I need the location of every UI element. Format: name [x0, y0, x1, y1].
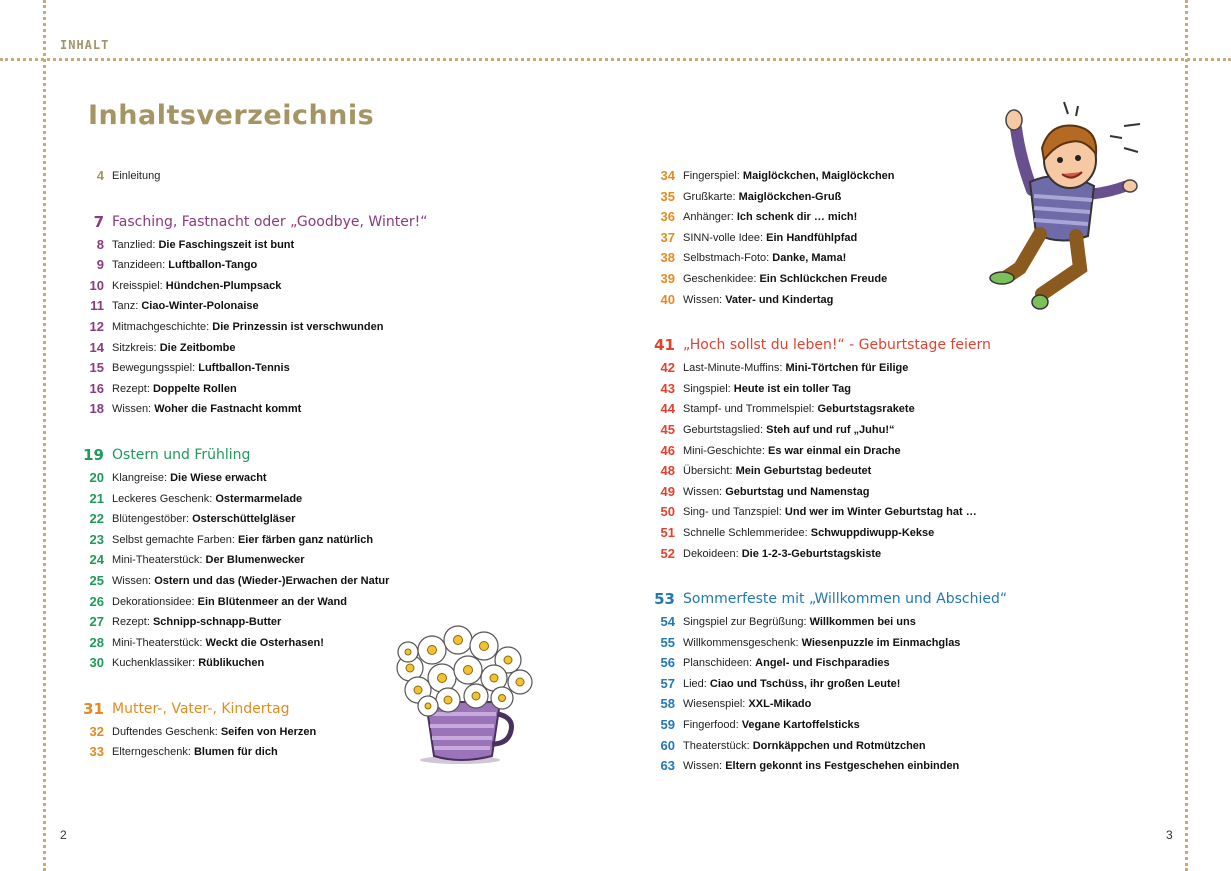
section-heading-fasching[interactable] [82, 209, 428, 235]
toc-entry[interactable] [82, 592, 422, 613]
section-title: Mutter-, Vater-, Kindertag [112, 700, 290, 717]
left-leg [1008, 234, 1040, 276]
toc-entry[interactable] [82, 722, 422, 743]
entry-title [683, 612, 916, 633]
section-heading-geburtstag[interactable] [653, 332, 1013, 358]
entry-name: Ich schenk dir … mich! [736, 211, 858, 224]
entry-title [112, 530, 373, 551]
left-shoe [990, 272, 1014, 284]
entry-page-number: 12 [89, 318, 104, 334]
entry-title [683, 523, 934, 544]
entry-page-number: 32 [89, 723, 104, 739]
entry-title [112, 468, 267, 489]
section-page-number: 7 [93, 212, 104, 231]
entry-page-number: 56 [660, 655, 675, 671]
entry-title [683, 502, 977, 523]
entry-category: Wissen: [112, 574, 155, 587]
entry-name: Angel- und Fischparadies [755, 657, 890, 670]
right-hand [1123, 180, 1137, 192]
entry-category: Wiesenspiel: [683, 698, 749, 711]
entry-title [683, 633, 960, 654]
entry-category: Klangreise: [112, 471, 171, 484]
entry-page-number: 49 [660, 483, 675, 499]
left-toc-column [82, 166, 428, 763]
entry-title [683, 715, 860, 736]
entry-title [683, 482, 869, 503]
toc-entry[interactable] [653, 248, 1013, 269]
entry-name: Die 1-2-3-Geburtstagskiste [741, 547, 882, 560]
entry-name: Ostermarmelade [215, 492, 303, 505]
running-header: INHALT [60, 38, 110, 52]
toc-entry[interactable] [82, 571, 422, 592]
entry-title [683, 358, 908, 379]
entry-category: Dekorationsidee: [112, 595, 198, 608]
entry-title [112, 489, 302, 510]
entry-page-number: 39 [660, 270, 675, 286]
toc-entry[interactable] [653, 502, 1013, 523]
entry-name: Luftballon-Tennis [198, 362, 290, 375]
entry-title [112, 633, 324, 654]
toc-entry[interactable] [82, 742, 422, 763]
section-entries [82, 722, 422, 763]
entry-page-number: 18 [89, 401, 104, 417]
right-leg [1042, 236, 1080, 294]
left-page-number: 2 [60, 828, 67, 842]
section-entries [82, 468, 422, 674]
entry-title [683, 228, 857, 249]
entry-category: Geschenkidee: [683, 272, 760, 285]
toc-entry[interactable] [653, 633, 1013, 654]
entry-page-number: 55 [660, 634, 675, 650]
entry-title [112, 571, 389, 592]
entry-title [112, 276, 281, 297]
entry-page-number: 24 [89, 552, 104, 568]
toc-entry[interactable] [653, 166, 1013, 187]
entry-page-number: 54 [660, 614, 675, 630]
toc-entry[interactable] [82, 399, 422, 420]
entry-name: Osterschüttelgläser [192, 513, 296, 526]
toc-entry[interactable] [653, 290, 1013, 311]
entry-name: Woher die Fastnacht kommt [154, 403, 302, 416]
toc-entry[interactable] [653, 207, 1013, 228]
entry-page-number: 14 [89, 339, 104, 355]
entry-name: Ciao und Tschüss, ihr großen Leute! [709, 677, 901, 690]
entry-category: Anhänger: [683, 211, 737, 224]
entry-page-number: 15 [89, 360, 104, 376]
toc-entry[interactable] [653, 612, 1013, 633]
entry-category: Wissen: [683, 293, 726, 306]
eye [1075, 155, 1081, 161]
section-heading-sommer[interactable] [653, 586, 1013, 612]
entry-name: Die Zeitbombe [159, 341, 236, 354]
entry-page-number: 30 [89, 655, 104, 671]
entry-name: Ein Handfühlpfad [766, 231, 858, 244]
entry-name: Luftballon-Tango [168, 259, 258, 272]
entry-name: Der Blumenwecker [205, 554, 305, 567]
entry-name: Maiglöckchen-Gruß [738, 190, 842, 203]
entry-category: Duftendes Geschenk: [112, 725, 221, 738]
left-hand [1006, 110, 1022, 130]
entry-title [683, 441, 901, 462]
entry-name: Seifen von Herzen [220, 725, 317, 738]
entry-page-number: 58 [660, 696, 675, 712]
entry-page-number: 37 [660, 229, 675, 245]
entry-name: Geburtstagsrakete [817, 403, 915, 416]
entry-category: Singspiel zur Begrüßung: [683, 616, 810, 629]
toc-entry[interactable] [82, 468, 422, 489]
entry-page-number: 16 [89, 380, 104, 396]
entry-category: Kreisspiel: [112, 279, 166, 292]
entry-title [683, 756, 959, 777]
entry-title [112, 550, 305, 571]
entry-name: Ein Schlückchen Freude [759, 272, 888, 285]
toc-entry[interactable] [82, 166, 422, 187]
right-page-number: 3 [1166, 828, 1173, 842]
entry-page-number: 57 [660, 675, 675, 691]
entry-category: Mini-Theaterstück: [112, 554, 206, 567]
section-title: Ostern und Frühling [112, 446, 251, 463]
entry-name: Heute ist ein toller Tag [733, 382, 851, 395]
entry-title [112, 722, 316, 743]
entry-title [112, 235, 294, 256]
entry-name: Schwuppdiwupp-Kekse [810, 526, 935, 539]
entry-title [112, 379, 237, 400]
entry-page-number: 10 [89, 277, 104, 293]
toc-entry[interactable] [82, 255, 422, 276]
entry-title [112, 509, 295, 530]
entry-title [112, 399, 301, 420]
toc-entry[interactable] [653, 420, 1013, 441]
entry-category: Mini-Geschichte: [683, 444, 768, 457]
entry-name: Mein Geburtstag bedeutet [735, 465, 872, 478]
entry-title [683, 399, 915, 420]
entry-name: Wiesenpuzzle im Einmachglas [801, 636, 961, 649]
right-arm [1092, 186, 1126, 194]
entry-category: Last-Minute-Muffins: [683, 362, 786, 375]
entry-page-number: 45 [660, 421, 675, 437]
entry-category: SINN-volle Idee: [683, 231, 767, 244]
entry-name: Es war einmal ein Drache [767, 444, 901, 457]
entry-page-number: 22 [89, 511, 104, 527]
entry-category: Mitmachgeschichte: [112, 320, 213, 333]
entry-page-number: 23 [89, 531, 104, 547]
entry-title [112, 255, 257, 276]
entry-page-number: 25 [89, 572, 104, 588]
entry-page-number: 44 [660, 401, 675, 417]
entry-page-number: 21 [89, 490, 104, 506]
entry-page-number: 8 [96, 236, 104, 252]
toc-entry[interactable] [653, 736, 1013, 757]
toc-entry[interactable] [82, 633, 422, 654]
entry-title [112, 317, 383, 338]
entry-title [683, 461, 871, 482]
section-entries [653, 166, 1013, 310]
section-entries [82, 235, 422, 420]
entry-title [683, 290, 833, 311]
entry-name: Willkommen bei uns [809, 616, 916, 629]
entry-page-number: 52 [660, 545, 675, 561]
entry-name: Ostern und das (Wieder-)Erwachen der Natur [154, 574, 390, 587]
entry-name: Blumen für dich [193, 746, 278, 759]
entry-category: Theaterstück: [683, 739, 753, 752]
entry-category: Fingerfood: [683, 719, 742, 732]
entry-name: XXL-Mikado [748, 698, 812, 711]
entry-name: Hündchen-Plumpsack [165, 279, 282, 292]
entry-page-number: 4 [96, 168, 104, 183]
toc-entry[interactable] [653, 358, 1013, 379]
section-heading-ostern[interactable] [82, 442, 422, 468]
entry-category: Stampf- und Trommelspiel: [683, 403, 818, 416]
entry-title [683, 187, 841, 208]
entry-category: Fingerspiel: [683, 170, 743, 182]
entry-name: Mini-Törtchen für Eilige [785, 362, 909, 375]
entry-page-number: 28 [89, 634, 104, 650]
entry-page-number: 43 [660, 380, 675, 396]
section-title: Fasching, Fastnacht oder „Goodbye, Winter!“ [112, 213, 428, 230]
entry-page-number: 40 [660, 291, 675, 307]
top-dotted-rule [0, 58, 1231, 61]
entry-page-number: 60 [660, 737, 675, 753]
entry-page-number: 59 [660, 717, 675, 733]
toc-entry[interactable] [653, 228, 1013, 249]
entry-page-number: 50 [660, 504, 675, 520]
toc-entry[interactable] [653, 694, 1013, 715]
toc-entry[interactable] [82, 530, 422, 551]
entry-category: Tanzideen: [112, 259, 169, 272]
entry-page-number: 11 [90, 298, 104, 314]
section-page-number: 53 [654, 590, 675, 609]
entry-name: Doppelte Rollen [152, 382, 237, 395]
entry-page-number: 34 [660, 168, 675, 183]
entry-name: Dornkäppchen und Rotmützchen [752, 739, 926, 752]
entry-title [112, 612, 281, 633]
toc-entry[interactable] [653, 269, 1013, 290]
entry-name: Schnipp-schnapp-Butter [152, 616, 282, 629]
entry-name: Ciao-Winter-Polonaise [141, 300, 259, 313]
entry-category: Bewegungsspiel: [112, 362, 199, 375]
left-dotted-rule [43, 0, 46, 871]
entry-category: Rezept: [112, 382, 153, 395]
toc-entry[interactable] [653, 379, 1013, 400]
entry-title [683, 269, 887, 290]
entry-category: Selbstmach-Foto: [683, 252, 773, 265]
right-shoe [1032, 295, 1048, 309]
entry-page-number: 46 [660, 442, 675, 458]
entry-category: Lied: [683, 677, 710, 690]
toc-entry[interactable] [653, 441, 1013, 462]
entry-name: Steh auf und ruf „Juhu!“ [766, 423, 895, 436]
section-entries [653, 612, 1013, 777]
entry-title [112, 358, 290, 379]
entry-name: Ein Blütenmeer an der Wand [197, 595, 347, 608]
entry-title: Einleitung [112, 170, 161, 182]
entry-page-number: 36 [660, 209, 675, 225]
toc-entry[interactable] [653, 544, 1013, 565]
toc-entry[interactable] [653, 482, 1013, 503]
toc-entry[interactable] [653, 187, 1013, 208]
entry-category: Wissen: [683, 760, 726, 773]
toc-entry[interactable] [82, 550, 422, 571]
entry-category: Tanz: [112, 300, 142, 313]
toc-entry[interactable] [82, 338, 422, 359]
right-toc-column [653, 166, 1013, 777]
toc-entry[interactable] [82, 317, 422, 338]
entry-title [683, 207, 857, 228]
entry-page-number: 26 [89, 593, 104, 609]
toc-entry[interactable] [653, 715, 1013, 736]
entry-category: Kuchenklassiker: [112, 657, 199, 670]
toc-entry[interactable] [82, 653, 422, 674]
entry-page-number: 27 [89, 614, 104, 630]
entry-title [683, 544, 881, 565]
section-page-number: 31 [83, 699, 104, 718]
toc-entry[interactable] [653, 523, 1013, 544]
eye [1057, 157, 1063, 163]
entry-page-number: 33 [89, 744, 104, 760]
toc-entry[interactable] [653, 461, 1013, 482]
entry-title [112, 742, 278, 763]
entry-category: Mini-Theaterstück: [112, 636, 206, 649]
entry-category: Rezept: [112, 616, 153, 629]
entry-category: Schnelle Schlemmeridee: [683, 526, 811, 539]
toc-entry[interactable] [82, 276, 422, 297]
entry-name: Rüblikuchen [198, 657, 265, 670]
entry-name: Maiglöckchen, Maiglöckchen [742, 170, 895, 182]
entry-page-number: 48 [660, 463, 675, 479]
entry-title [683, 736, 926, 757]
entry-category: Dekoideen: [683, 547, 742, 560]
entry-title [683, 694, 811, 715]
entry-name: Weckt die Osterhasen! [205, 636, 324, 649]
toc-entry[interactable] [82, 358, 422, 379]
entry-category: Willkommensgeschenk: [683, 636, 802, 649]
entry-category: Geburtstagslied: [683, 423, 767, 436]
entry-category: Selbst gemachte Farben: [112, 533, 238, 546]
toc-entry[interactable] [653, 674, 1013, 695]
entry-page-number: 20 [89, 469, 104, 485]
section-page-number: 41 [654, 336, 675, 355]
entry-title [112, 653, 264, 674]
entry-name: Vegane Kartoffelsticks [741, 719, 860, 732]
entry-name: Die Faschingszeit ist bunt [158, 238, 295, 251]
left-arm [1016, 128, 1032, 190]
entry-page-number: 38 [660, 250, 675, 266]
toc-entry[interactable] [653, 653, 1013, 674]
entry-title [683, 379, 851, 400]
entry-page-number: 35 [660, 188, 675, 204]
section-heading-mutter[interactable] [82, 696, 422, 722]
entry-category: Leckeres Geschenk: [112, 492, 216, 505]
entry-name: Eltern gekonnt ins Festgeschehen einbinden [725, 760, 960, 773]
entry-name: Und wer im Winter Geburtstag hat … [784, 506, 977, 519]
toc-entry[interactable] [653, 756, 1013, 777]
page-title: Inhaltsverzeichnis [88, 100, 375, 131]
entry-category: Übersicht: [683, 465, 736, 478]
section-entries [653, 358, 1013, 564]
entry-category: Blütengestöber: [112, 513, 193, 526]
entry-title [683, 674, 900, 695]
toc-entry[interactable] [82, 379, 422, 400]
entry-title [112, 296, 259, 317]
entry-category: Sing- und Tanzspiel: [683, 506, 785, 519]
daisy-cup-illustration [388, 622, 538, 764]
entry-page-number: 42 [660, 360, 675, 376]
entry-name: Vater- und Kindertag [725, 293, 834, 306]
entry-name: Danke, Mama! [772, 252, 847, 265]
entry-category: Singspiel: [683, 382, 734, 395]
entry-category: Tanzlied: [112, 238, 159, 251]
jumping-boy-illustration [980, 98, 1148, 318]
toc-entry[interactable] [82, 612, 422, 633]
entry-category: Planschideen: [683, 657, 756, 670]
entry-category: Wissen: [112, 403, 155, 416]
toc-entry[interactable] [82, 296, 422, 317]
right-dotted-rule [1185, 0, 1188, 871]
entry-page-number: 9 [96, 257, 104, 273]
entry-title [683, 166, 895, 187]
entry-title [683, 420, 894, 441]
entry-category: Elterngeschenk: [112, 746, 194, 759]
entry-name: Die Wiese erwacht [170, 471, 267, 484]
entry-category: Sitzkreis: [112, 341, 160, 354]
entry-title [683, 653, 890, 674]
section-title: „Hoch sollst du leben!“ - Geburtstage feiern [683, 337, 991, 354]
entry-name: Eier färben ganz natürlich [237, 533, 374, 546]
entry-title [683, 248, 846, 269]
toc-entry[interactable] [82, 235, 422, 256]
toc-entry[interactable] [653, 399, 1013, 420]
toc-entry[interactable] [82, 489, 422, 510]
section-page-number: 19 [83, 445, 104, 464]
section-title: Sommerfeste mit „Willkommen und Abschied“ [683, 591, 1008, 608]
toc-entry[interactable] [82, 509, 422, 530]
entry-category: Wissen: [683, 485, 726, 498]
entry-name: Geburtstag und Namenstag [725, 485, 870, 498]
entry-page-number: 63 [660, 758, 675, 774]
entry-title [112, 592, 347, 613]
entry-title [112, 338, 235, 359]
entry-category: Grußkarte: [683, 190, 739, 203]
entry-page-number: 51 [660, 524, 675, 540]
entry-name: Die Prinzessin ist verschwunden [212, 320, 384, 333]
